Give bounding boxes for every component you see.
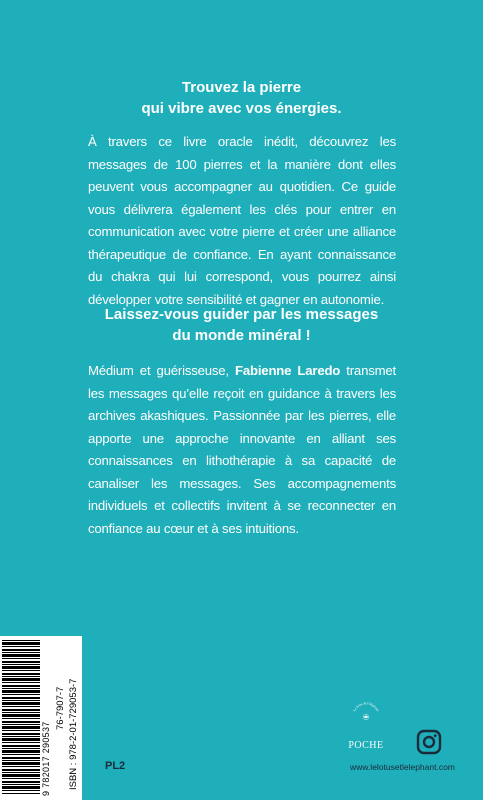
publisher-logo-text: Le lotus & l'éléphant [352, 701, 380, 713]
headline-middle-line2: du monde minéral ! [172, 327, 311, 344]
svg-text:Le lotus & l'éléphant [352, 701, 380, 712]
headline-top-line2: qui vibre avec vos énergies. [141, 100, 342, 117]
headline-top-line1: Trouvez la pierre [181, 79, 302, 96]
headline-middle-line1: Laissez-vous guider par les messages [104, 306, 379, 323]
barcode-bars [2, 640, 40, 794]
author-bio-paragraph [88, 360, 396, 540]
publisher-logo [336, 700, 396, 760]
description-paragraph: À travers ce livre oracle inédit, découvrez les messages de 100 pierres et la manière dont elles peuvent vous accompagner au quotidien. Ce guide vous délivrera également les clés pour entrer en communication avec votre pierre et créer une alliance thérapeutique de confiance. En ayant connaissance du chakra qui lui correspond, vous pourrez ainsi développer votre sensibilité et gagner en autonomie. [88, 134, 396, 307]
isbn-number: ISBN : 978-2-01-729053-7 [68, 678, 79, 790]
author-name: Fabienne Laredo [235, 363, 341, 378]
instagram-icon [416, 729, 442, 755]
headline-middle [60, 304, 423, 346]
author-bio-intro: Médium et guérisseuse, [88, 363, 235, 378]
publisher-imprint: POCHE [348, 740, 384, 751]
headline-top [60, 77, 423, 119]
publisher-logo-emblem [336, 700, 396, 722]
author-bio-rest: transmet les messages qu’elle reçoit en guidance à travers les archives akashiques. Passionnée par les pierres, elle apporte une approche innovante en alliant ses connaissances en lithothérapie à sa capacité de canaliser les messages. Ses accompagnements individuels et collectifs invitent à se reconnecter en confiance au cœur et à ses intuitions. [88, 363, 396, 536]
product-code: 76-7907-7 [55, 686, 66, 730]
series-code: PL2 [105, 760, 126, 772]
barcode-number: 9 782017 290537 [41, 721, 51, 796]
publisher-website: www.lelotusetlelephant.com [350, 762, 455, 772]
